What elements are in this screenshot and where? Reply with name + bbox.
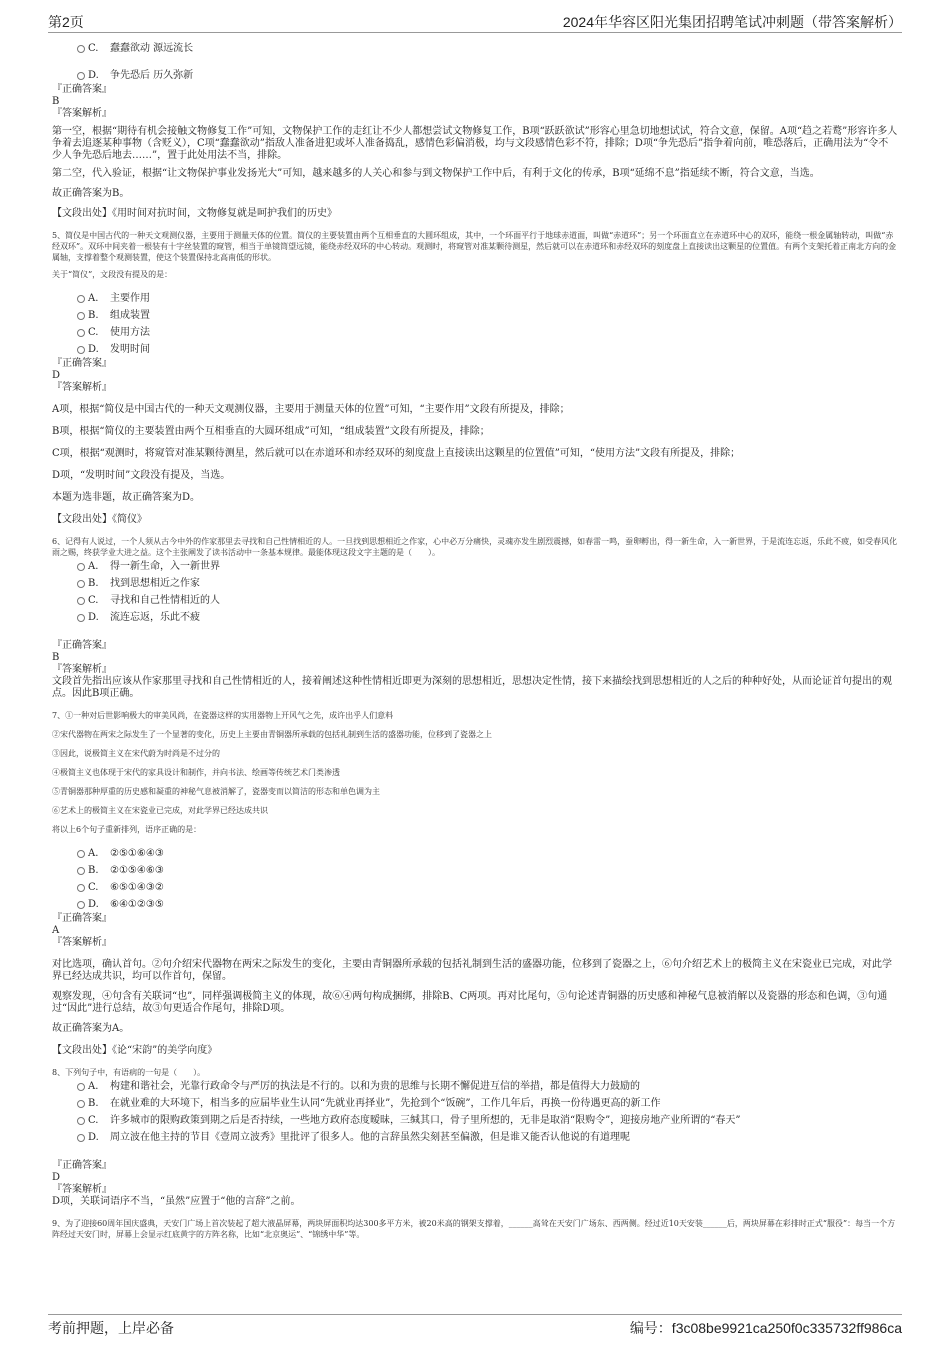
radio-icon[interactable]	[77, 295, 85, 303]
option-d[interactable]: D. 流连忘返，乐此不疲	[52, 609, 898, 626]
option-c[interactable]: C. ⑥⑤①④③②	[52, 879, 898, 896]
option-b[interactable]: B. 找到思想相近之作家	[52, 575, 898, 592]
radio-icon[interactable]	[77, 45, 85, 53]
answer-value: A	[52, 925, 60, 936]
answer-label: 『正确答案』	[52, 84, 112, 95]
source: 【文段出处】《论“宋韵”的美学向度》	[52, 1045, 218, 1056]
answer-value: B	[52, 96, 60, 107]
radio-icon[interactable]	[77, 901, 85, 909]
option-a[interactable]: A. 主要作用	[52, 290, 898, 307]
footer-slogan: 考前押题，上岸必备	[48, 1320, 174, 1336]
source: 【文段出处】《用时间对抗时间，文物修复就是呵护我们的历史》	[52, 208, 337, 219]
analysis-label: 『答案解析』	[52, 664, 112, 675]
question-stem: 8、下列句子中，有语病的一句是（ ）。	[52, 1068, 206, 1077]
option-d[interactable]: D. 争先恐后 历久弥新	[52, 67, 898, 84]
radio-icon[interactable]	[77, 329, 85, 337]
analysis-text: C项，根据“观测时，将窥管对准某颗待测星，然后就可以在赤道环和赤经双环的刻度盘上直接读出这颗星的位置值”可知，“使用方法”文段有所提及，排除；	[52, 448, 741, 459]
analysis-label: 『答案解析』	[52, 382, 112, 393]
q6-options	[52, 558, 898, 626]
analysis-label: 『答案解析』	[52, 108, 112, 119]
radio-icon[interactable]	[77, 1117, 85, 1125]
analysis-label: 『答案解析』	[52, 1184, 112, 1195]
radio-icon[interactable]	[77, 580, 85, 588]
sentence: ③因此，说极简主义在宋代蔚为时尚是不过分的	[52, 749, 220, 758]
conclusion: 本题为选非题，故正确答案为D。	[52, 492, 201, 503]
radio-icon[interactable]	[77, 312, 85, 320]
answer-label: 『正确答案』	[52, 358, 112, 369]
document-body	[52, 40, 898, 1240]
radio-icon[interactable]	[77, 867, 85, 875]
radio-icon[interactable]	[77, 563, 85, 571]
page-number: 第2页	[48, 14, 84, 30]
radio-icon[interactable]	[77, 1134, 85, 1142]
source: 【文段出处】《简仪》	[52, 514, 147, 525]
sentence: ②宋代器物在两宋之际发生了一个显著的变化，历史上主要由青铜器所承载的包括礼制到生活的盛器功能，位移到了瓷器之上	[52, 730, 492, 739]
option-a[interactable]: A. 构建和谐社会，光靠行政命令与严厉的执法是不行的。以和为贵的思维与长期不懈促进互信的举措，都是值得大力鼓励的	[52, 1078, 898, 1095]
option-a[interactable]: A. 得一新生命，入一新世界	[52, 558, 898, 575]
option-b[interactable]: B. ②①⑤④⑥③	[52, 862, 898, 879]
option-d[interactable]: D. 发明时间	[52, 341, 898, 358]
q8-options	[52, 1078, 898, 1146]
analysis-text: 观察发现，④句含有关联词“也”，同样强调极简主义的体现，故⑥④两句构成捆绑，排除B、C两项。再对比尾句，⑤句论述青铜器的历史感和神秘气息被消解以及瓷器的形态和色调，③句通过“因此”进行总结，故③句更适合作尾句，排除D项。	[52, 991, 888, 1014]
radio-icon[interactable]	[77, 1083, 85, 1091]
page-header	[48, 12, 902, 33]
radio-icon[interactable]	[77, 850, 85, 858]
option-c[interactable]: C. 蠢蠢欲动 源远流长	[52, 40, 898, 57]
analysis-text: 第一空，根据“期待有机会接触文物修复工作”可知，文物保护工作的走红让不少人都想尝试文物修复工作，B项“跃跃欲试”形容心里急切地想试试，符合文意，保留。A项“趋之若鹜”形容许多人争着去追逐某种事物（含贬义），C项“蠢蠢欲动”指敌人准备进犯或坏人准备捣乱，感情色彩偏消极，均与文段感情色彩不符，排除；D项“争先恐后”指争着向前，唯恐落后，正确用法为“令不少人争先恐后地去……”，置于此处用法不当，排除。	[52, 126, 898, 161]
option-b[interactable]: B. 组成装置	[52, 307, 898, 324]
page-footer	[48, 1314, 902, 1337]
radio-icon[interactable]	[77, 597, 85, 605]
option-a[interactable]: A. ②⑤①⑥④③	[52, 845, 898, 862]
answer-value: D	[52, 1172, 61, 1183]
sentence: ⑤青铜器那种厚重的历史感和凝重的神秘气息被消解了，瓷器变而以简洁的形态和单色调为主	[52, 787, 380, 796]
sentence: ④极简主义也体现于宋代的家具设计和制作，并向书法、绘画等传统艺术门类渗透	[52, 768, 340, 777]
q5-options	[52, 290, 898, 358]
question-stem: 5、简仪是中国古代的一种天文观测仪器，主要用于测量天体的位置。简仪的主要装置由两个互相垂直的大圆环组成，其中，一个环面平行于地球赤道面，叫做“赤道环”；另一个环面直立在赤道环中心的双环，能绕一根金属轴转动，叫做“赤经双环”。双环中间夹着一根装有十字丝装置的窥管，相当于单镜筒望远镜，能绕赤经双环的中心转动。观测时，将窥管对准某颗待测星，然后就可以在赤道环和赤经双环的刻度盘上直接读出这颗星的位置值。有两个支架托着正南北方向的金属轴，支撑着整个观测装置，使这个装置保持北高南低的形状。	[52, 231, 897, 262]
document-title: 2024年华容区阳光集团招聘笔试冲刺题（带答案解析）	[562, 14, 902, 30]
question-stem: 9、为了迎接60周年国庆盛典，天安门广场上首次装起了超大液晶屏幕，两块屏面积均达300多平方米，被20米高的钢架支撑着，______高耸在天安门广场东、西两侧。经过近10天安装______后，两块屏幕在彩排时正式“服役”：每当一个方阵经过天安门时，屏幕上会显示红底黄字的方阵名称，比如“北京奥运”、“锦绣中华”等。	[52, 1219, 896, 1239]
option-c[interactable]: C. 许多城市的限购政策到期之后是否持续，一些地方政府态度暧昧，三缄其口，骨子里所想的，无非是取消“限购令”，迎接房地产业所谓的“春天”	[52, 1112, 898, 1129]
q7-options	[52, 845, 898, 913]
option-d[interactable]: D. ⑥④①②③⑤	[52, 896, 898, 913]
conclusion: 故正确答案为B。	[52, 188, 130, 199]
option-d[interactable]: D. 周立波在他主持的节目《壹周立波秀》里批评了很多人。他的言辞虽然尖刻甚至偏激，但是谁又能否认他说的有道理呢	[52, 1129, 898, 1146]
radio-icon[interactable]	[77, 72, 85, 80]
radio-icon[interactable]	[77, 614, 85, 622]
q4-options	[52, 40, 898, 84]
answer-label: 『正确答案』	[52, 640, 112, 651]
analysis-text: 对比选项，确认首句。②句介绍宋代器物在两宋之际发生的变化，主要由青铜器所承载的包括礼制到生活的盛器功能，位移到了瓷器之上，⑥句介绍艺术上的极简主义在宋瓷业已完成，对此学界已经达成共识，均可以作首句，保留。	[52, 959, 892, 982]
analysis-text: 文段首先指出应该从作家那里寻找和自己性情相近的人，接着阐述这种性情相近即更为深刻的思想相近，思想决定性情，接下来描绘找到思想相近的人之后的种种好处，从而论证首句提出的观点。因此B项正确。	[52, 676, 892, 699]
question-stem: 6、记得有人说过，一个人须从古今中外的作家那里去寻找和自己性情相近的人。一旦找到思想相近之作家，心中必万分痛快，灵魂亦发生剧烈震撼，如春雷一鸣，蚕卵孵出，得一新生命，入一新世界，于是流连忘返，乐此不疲，如受春风化雨之赐，终获学业大进之益。这个主张阐发了读书活动中一条基本规律。最能体现这段文字主题的是（ ）。	[52, 537, 898, 557]
analysis-text: A项，根据“简仪是中国古代的一种天文观测仪器，主要用于测量天体的位置”可知，“主要作用”文段有所提及，排除；	[52, 404, 570, 415]
radio-icon[interactable]	[77, 884, 85, 892]
answer-value: D	[52, 370, 61, 381]
option-b[interactable]: B. 在就业难的大环境下，相当多的应届毕业生认同“先就业再择业”，先抢到个“饭碗”，工作几年后，再换一份待遇更高的新工作	[52, 1095, 898, 1112]
analysis-text: D项，“发明时间”文段没有提及，当选。	[52, 470, 231, 481]
analysis-text: D项，关联词语序不当，“虽然”应置于“他的言辞”之前。	[52, 1196, 301, 1207]
document-id: 编号：f3c08be9921ca250f0c335732ff986ca	[629, 1320, 902, 1336]
analysis-text: 第二空，代入验证，根据“让文物保护事业发扬光大”可知，越来越多的人关心和参与到文物保护工作中后，有利于文化的传承，B项“延绵不息”指延续不断，符合文意，当选。	[52, 168, 820, 179]
answer-label: 『正确答案』	[52, 913, 112, 924]
sentence: ⑥艺术上的极简主义在宋瓷业已完成，对此学界已经达成共识	[52, 806, 268, 815]
option-c[interactable]: C. 使用方法	[52, 324, 898, 341]
radio-icon[interactable]	[77, 346, 85, 354]
option-c[interactable]: C. 寻找和自己性情相近的人	[52, 592, 898, 609]
question-ask: 关于“简仪”，文段没有提及的是：	[52, 270, 173, 279]
question-stem: 7、①一种对后世影响极大的审美风尚，在瓷器这样的实用器物上开风气之先，成许出乎人们意料	[52, 711, 394, 720]
conclusion: 故正确答案为A。	[52, 1023, 130, 1034]
question-ask: 将以上6个句子重新排列，语序正确的是：	[52, 825, 202, 834]
analysis-label: 『答案解析』	[52, 937, 112, 948]
radio-icon[interactable]	[77, 1100, 85, 1108]
analysis-text: B项，根据“简仪的主要装置由两个互相垂直的大圆环组成”可知，“组成装置”文段有所提及，排除；	[52, 426, 490, 437]
answer-value: B	[52, 652, 60, 663]
answer-label: 『正确答案』	[52, 1160, 112, 1171]
